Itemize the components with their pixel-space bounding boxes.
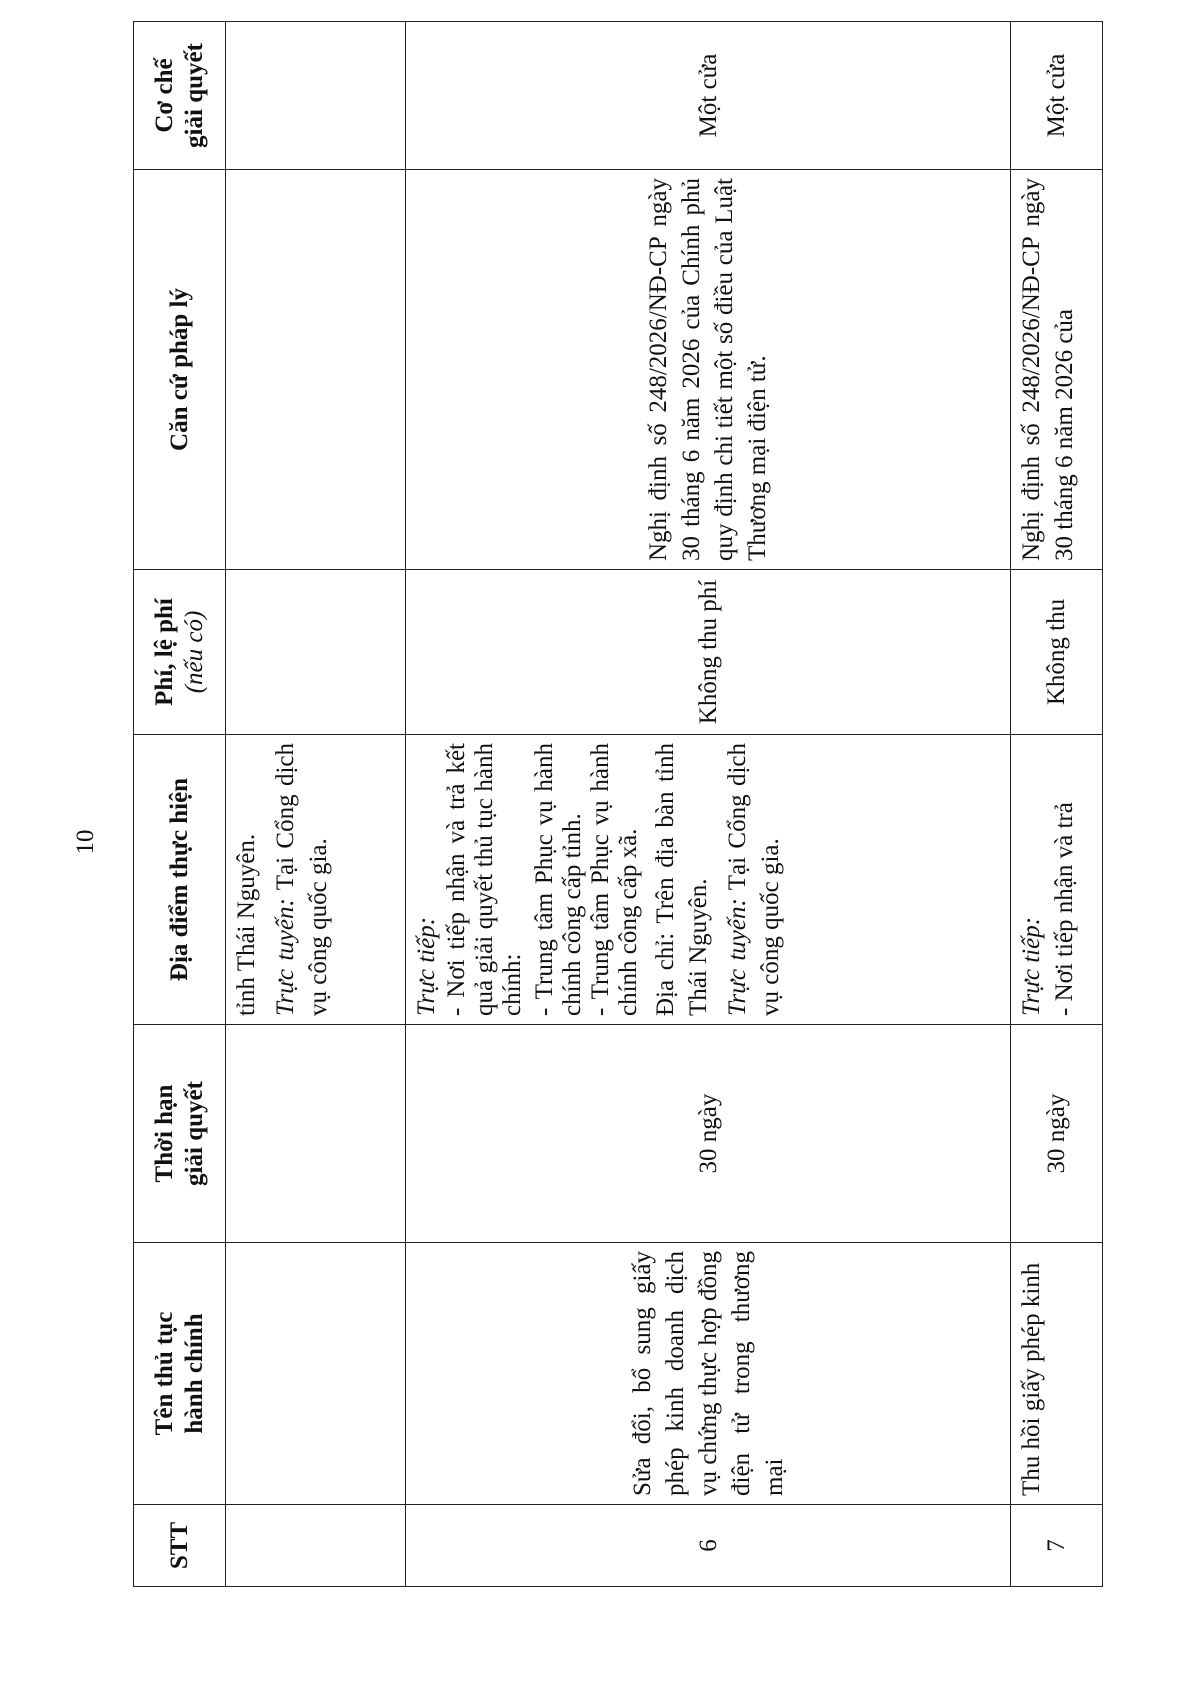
page-number: 10 bbox=[72, 829, 99, 855]
header-legal-basis: Căn cứ pháp lý bbox=[134, 170, 226, 570]
header-procedure-name: Tên thủ tục hành chính bbox=[134, 1243, 226, 1505]
row7-fee: Không thu bbox=[1011, 570, 1103, 735]
row6-procedure-name: Sửa đổi, bổ sung giấy phép kinh doanh dịch vụ chứng thực hợp đồng điện tử trong thương mại bbox=[406, 1243, 1011, 1505]
header-time-limit: Thời hạn giải quyết bbox=[134, 1025, 226, 1243]
row6-time-limit: 30 ngày bbox=[406, 1025, 1011, 1243]
header-place: Địa điểm thực hiện bbox=[134, 735, 226, 1025]
row6-stt: 6 bbox=[406, 1505, 1011, 1587]
row7-stt: 7 bbox=[1011, 1505, 1103, 1587]
row6-fee: Không thu phí bbox=[406, 570, 1011, 735]
procedures-table bbox=[133, 21, 1103, 1587]
procedures-table-frame bbox=[133, 22, 1102, 1587]
header-mechanism: Cơ chế giải quyết bbox=[134, 22, 226, 170]
row6-direct-label: Trực tiếp: bbox=[413, 916, 440, 1016]
continuation-row bbox=[226, 22, 406, 1587]
header-stt: STT bbox=[134, 1505, 226, 1587]
row7-procedure-name: Thu hồi giấy phép kinh bbox=[1011, 1243, 1103, 1505]
row6-place-cell: Trực tiếp: - Nơi tiếp nhận và trả kết quả giải quyết thủ tục hành chính: - Trung tâm Phục vụ hành chính công cấp tỉnh. - Trung tâm Phục vụ hành chính công cấp xã. Địa chỉ: Trên địa bàn tỉnh Thái Nguyên. Trực tuyến: Tại Cổng dịch vụ công quốc gia. bbox=[406, 735, 1011, 1025]
header-fee-note: (nếu có) bbox=[180, 610, 208, 694]
header-row bbox=[134, 22, 226, 1587]
row7-time-limit: 30 ngày bbox=[1011, 1025, 1103, 1243]
row7-place-cell: Trực tiếp: - Nơi tiếp nhận và trả bbox=[1011, 735, 1103, 1025]
continuation-place-cell: tỉnh Thái Nguyên. Trực tuyến: Tại Cổng dịch vụ công quốc gia. bbox=[226, 735, 406, 1025]
row6-mechanism: Một cửa bbox=[406, 22, 1011, 170]
header-fee: Phí, lệ phí (nếu có) bbox=[134, 570, 226, 735]
table-row bbox=[406, 22, 1011, 1587]
row7-mechanism: Một cửa bbox=[1011, 22, 1103, 170]
row6-legal-basis: Nghị định số 248/2026/NĐ-CP ngày 30 tháng 6 năm 2026 của Chính phủ quy định chi tiết một số điều của Luật Thương mại điện tử. bbox=[406, 170, 1011, 570]
row7-legal-basis: Nghị định số 248/2026/NĐ-CP ngày 30 tháng 6 năm 2026 của bbox=[1011, 170, 1103, 570]
table-row bbox=[1011, 22, 1103, 1587]
